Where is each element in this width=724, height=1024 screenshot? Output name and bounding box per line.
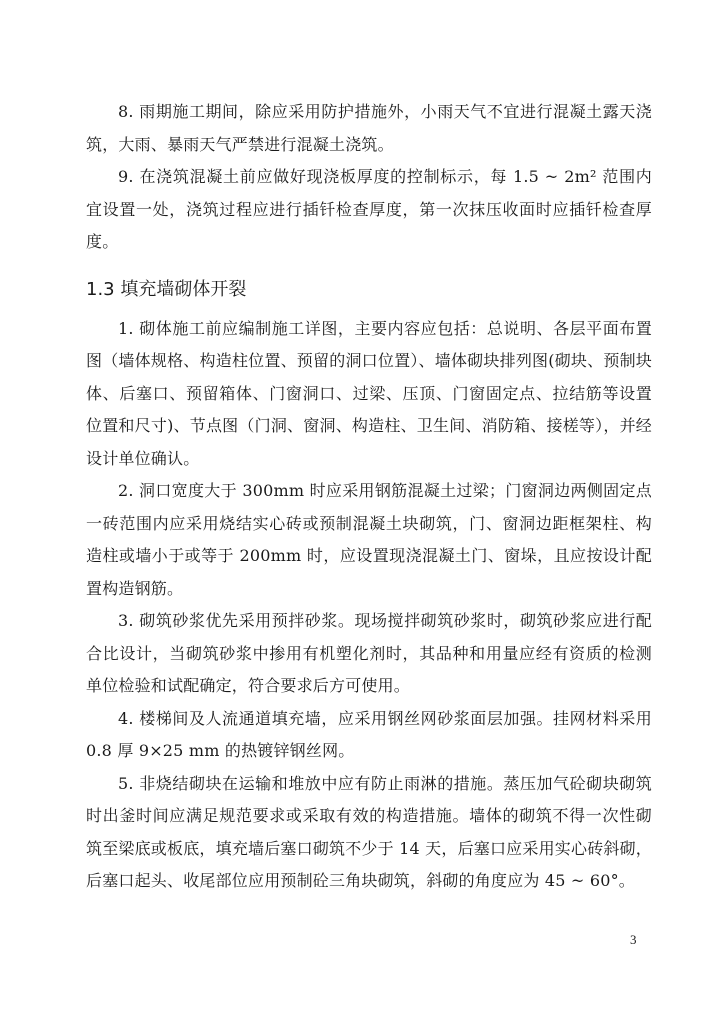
paragraph-item-8: 8. 雨期施工期间，除应采用防护措施外，小雨天气不宜进行混凝土露天浇筑，大雨、暴雨天气严禁进行混凝土浇筑。	[86, 102, 652, 154]
paragraph-item-2: 2. 洞口宽度大于 300mm 时应采用钢筋混凝土过梁；门窗洞边两侧固定点一砖范围内应采用烧结实心砖或预制混凝土块砌筑，门、窗洞边距框架柱、构造柱或墙小于或等于 200mm 时，应设置现浇混凝土门、窗垛，且应按设计配置构造钢筋。	[86, 481, 652, 598]
page-number: 3	[630, 932, 637, 947]
section-heading: 1.3 填充墙砌体开裂	[86, 278, 247, 300]
paragraph-item-1: 1. 砌体施工前应编制施工详图，主要内容应包括：总说明、各层平面布置图（墙体规格、构造柱位置、预留的洞口位置）、墙体砌块排列图(砌块、预制块体、后塞口、预留箱体、门窗洞口、过梁、压顶、门窗固定点、拉结筋等设置位置和尺寸)、节点图（门洞、窗洞、构造柱、卫生间、消防箱、接槎等），并经设计单位确认。	[86, 318, 652, 468]
paragraph-item-9: 9. 在浇筑混凝土前应做好现浇板厚度的控制标示，每 1.5 ~ 2m² 范围内宜设置一处，浇筑过程应进行插钎检查厚度，第一次抹压收面时应插钎检查厚度。	[86, 167, 652, 251]
paragraph-item-3: 3. 砌筑砂浆优先采用预拌砂浆。现场搅拌砌筑砂浆时，砌筑砂浆应进行配合比设计，当砌筑砂浆中掺用有机塑化剂时，其品种和用量应经有资质的检测单位检验和试配确定，符合要求后方可使用。	[86, 611, 652, 695]
paragraph-item-4: 4. 楼梯间及人流通道填充墙，应采用钢丝网砂浆面层加强。挂网材料采用 0.8 厚 9×25 mm 的热镀锌钢丝网。	[86, 708, 652, 760]
paragraph-item-5: 5. 非烧结砌块在运输和堆放中应有防止雨淋的措施。蒸压加气砼砌块砌筑时出釜时间应满足规范要求或采取有效的构造措施。墙体的砌筑不得一次性砌筑至梁底或板底，填充墙后塞口砌筑不少于 14 天，后塞口应采用实心砖斜砌，后塞口起头、收尾部位应用预制砼三角块砌筑，斜砌的角度应为 45 ~ 60°。	[86, 773, 652, 890]
page-content	[86, 96, 652, 898]
